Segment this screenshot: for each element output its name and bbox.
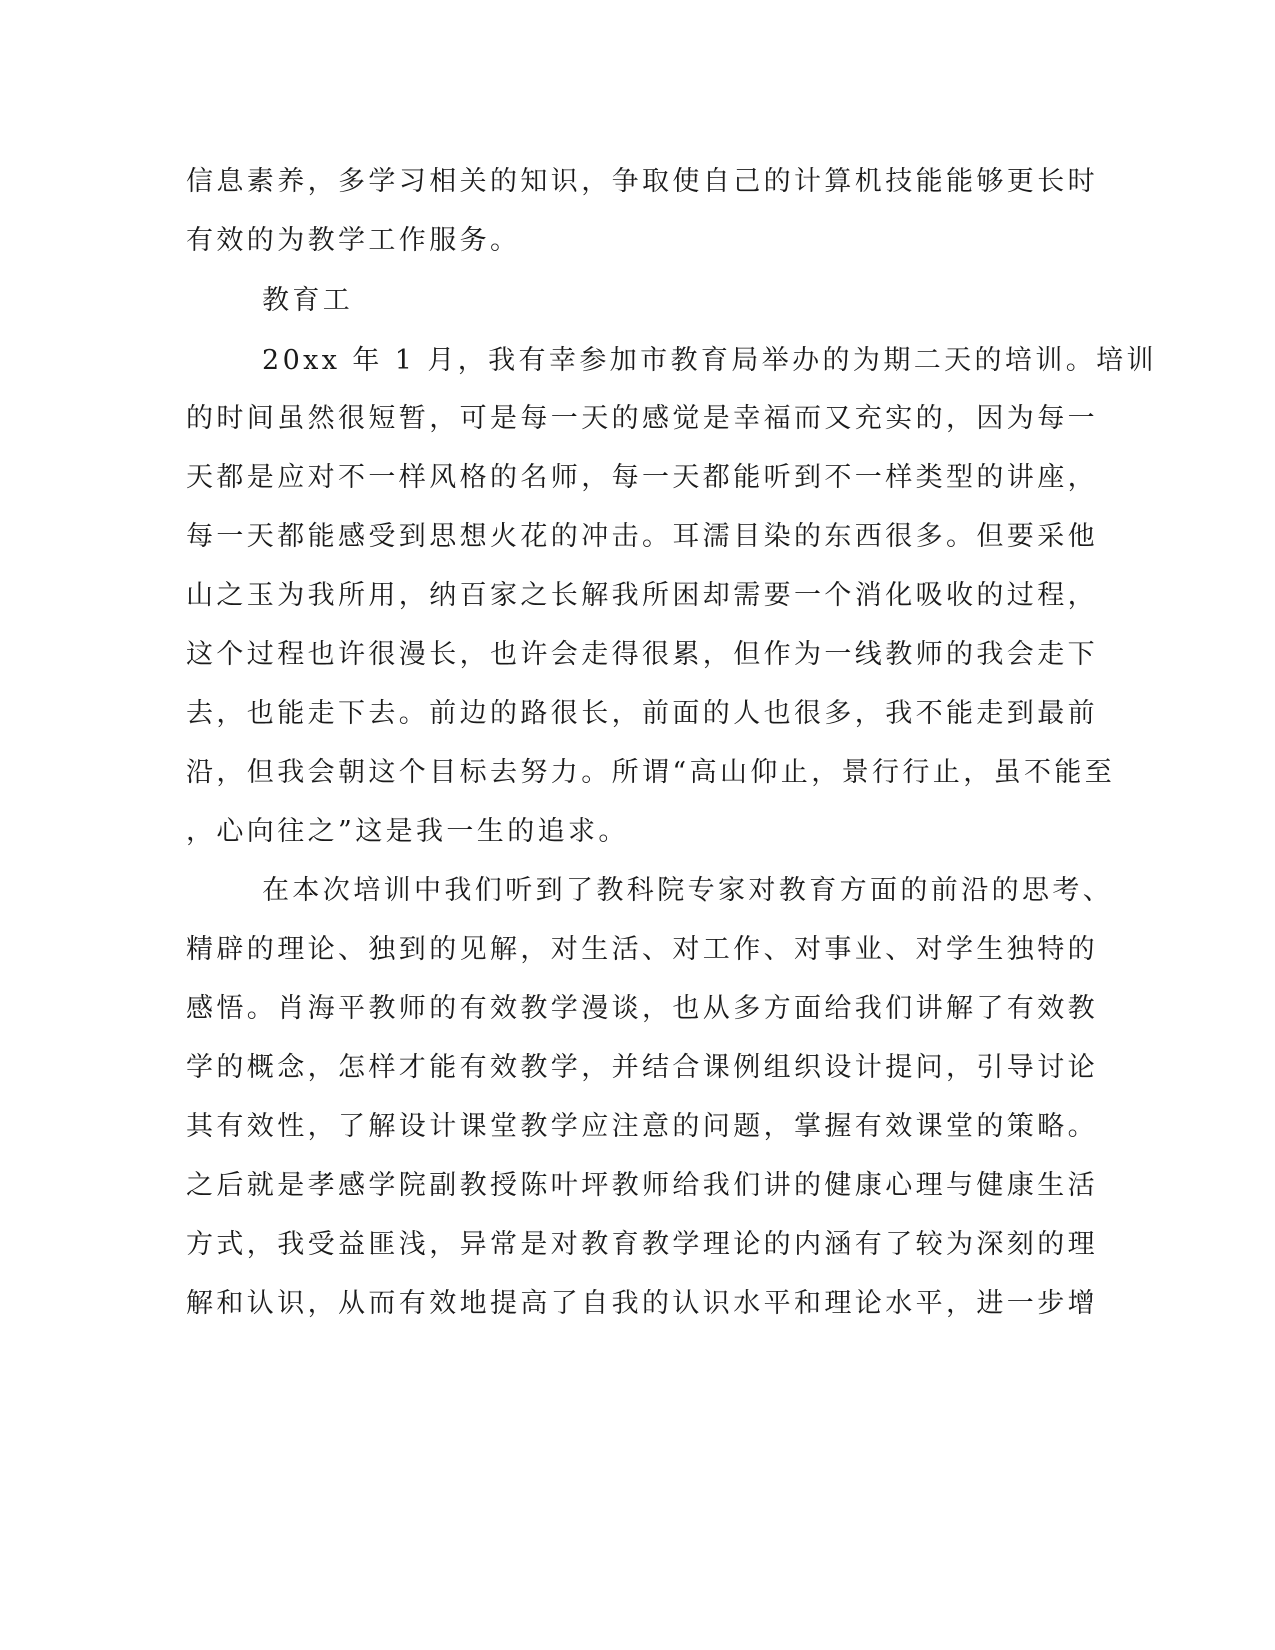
text-line: 山之玉为我所用，纳百家之长解我所困却需要一个消化吸收的过程， bbox=[186, 580, 1098, 611]
text-line: 在本次培训中我们听到了教科院专家对教育方面的前沿的思考、 bbox=[262, 875, 1114, 906]
text-line: 有效的为教学工作服务。 bbox=[186, 225, 521, 256]
text-line: ，心向往之”这是我一生的追求。 bbox=[186, 816, 629, 847]
text-line: 之后就是孝感学院副教授陈叶坪教师给我们讲的健康心理与健康生活 bbox=[186, 1170, 1098, 1201]
text-line: 信息素养，多学习相关的知识，争取使自己的计算机技能能够更长时 bbox=[186, 166, 1098, 197]
text-line: 感悟。肖海平教师的有效教学漫谈，也从多方面给我们讲解了有效教 bbox=[186, 993, 1098, 1024]
text-line: 其有效性，了解设计课堂教学应注意的问题，掌握有效课堂的策略。 bbox=[186, 1111, 1098, 1142]
text-line: 学的概念，怎样才能有效教学，并结合课例组织设计提问，引导讨论 bbox=[186, 1052, 1098, 1083]
text-line: 20xx 年 1 月，我有幸参加市教育局举办的为期二天的培训。培训 bbox=[262, 345, 1157, 376]
text-line: 方式，我受益匪浅，异常是对教育教学理论的内涵有了较为深刻的理 bbox=[186, 1229, 1098, 1260]
text-line: 的时间虽然很短暂，可是每一天的感觉是幸福而又充实的，因为每一 bbox=[186, 403, 1098, 434]
text-line: 精辟的理论、独到的见解，对生活、对工作、对事业、对学生独特的 bbox=[186, 934, 1098, 965]
text-line: 去，也能走下去。前边的路很长，前面的人也很多，我不能走到最前 bbox=[186, 698, 1098, 729]
text-line: 每一天都能感受到思想火花的冲击。耳濡目染的东西很多。但要采他 bbox=[186, 521, 1098, 552]
text-line: 天都是应对不一样风格的名师，每一天都能听到不一样类型的讲座， bbox=[186, 462, 1098, 493]
section-heading: 教育工 bbox=[262, 285, 354, 316]
text-line: 沿，但我会朝这个目标去努力。所谓“高山仰止，景行行止，虽不能至 bbox=[186, 757, 1116, 788]
text-line: 这个过程也许很漫长，也许会走得很累，但作为一线教师的我会走下 bbox=[186, 639, 1098, 670]
text-line: 解和认识，从而有效地提高了自我的认识水平和理论水平，进一步增 bbox=[186, 1288, 1098, 1319]
